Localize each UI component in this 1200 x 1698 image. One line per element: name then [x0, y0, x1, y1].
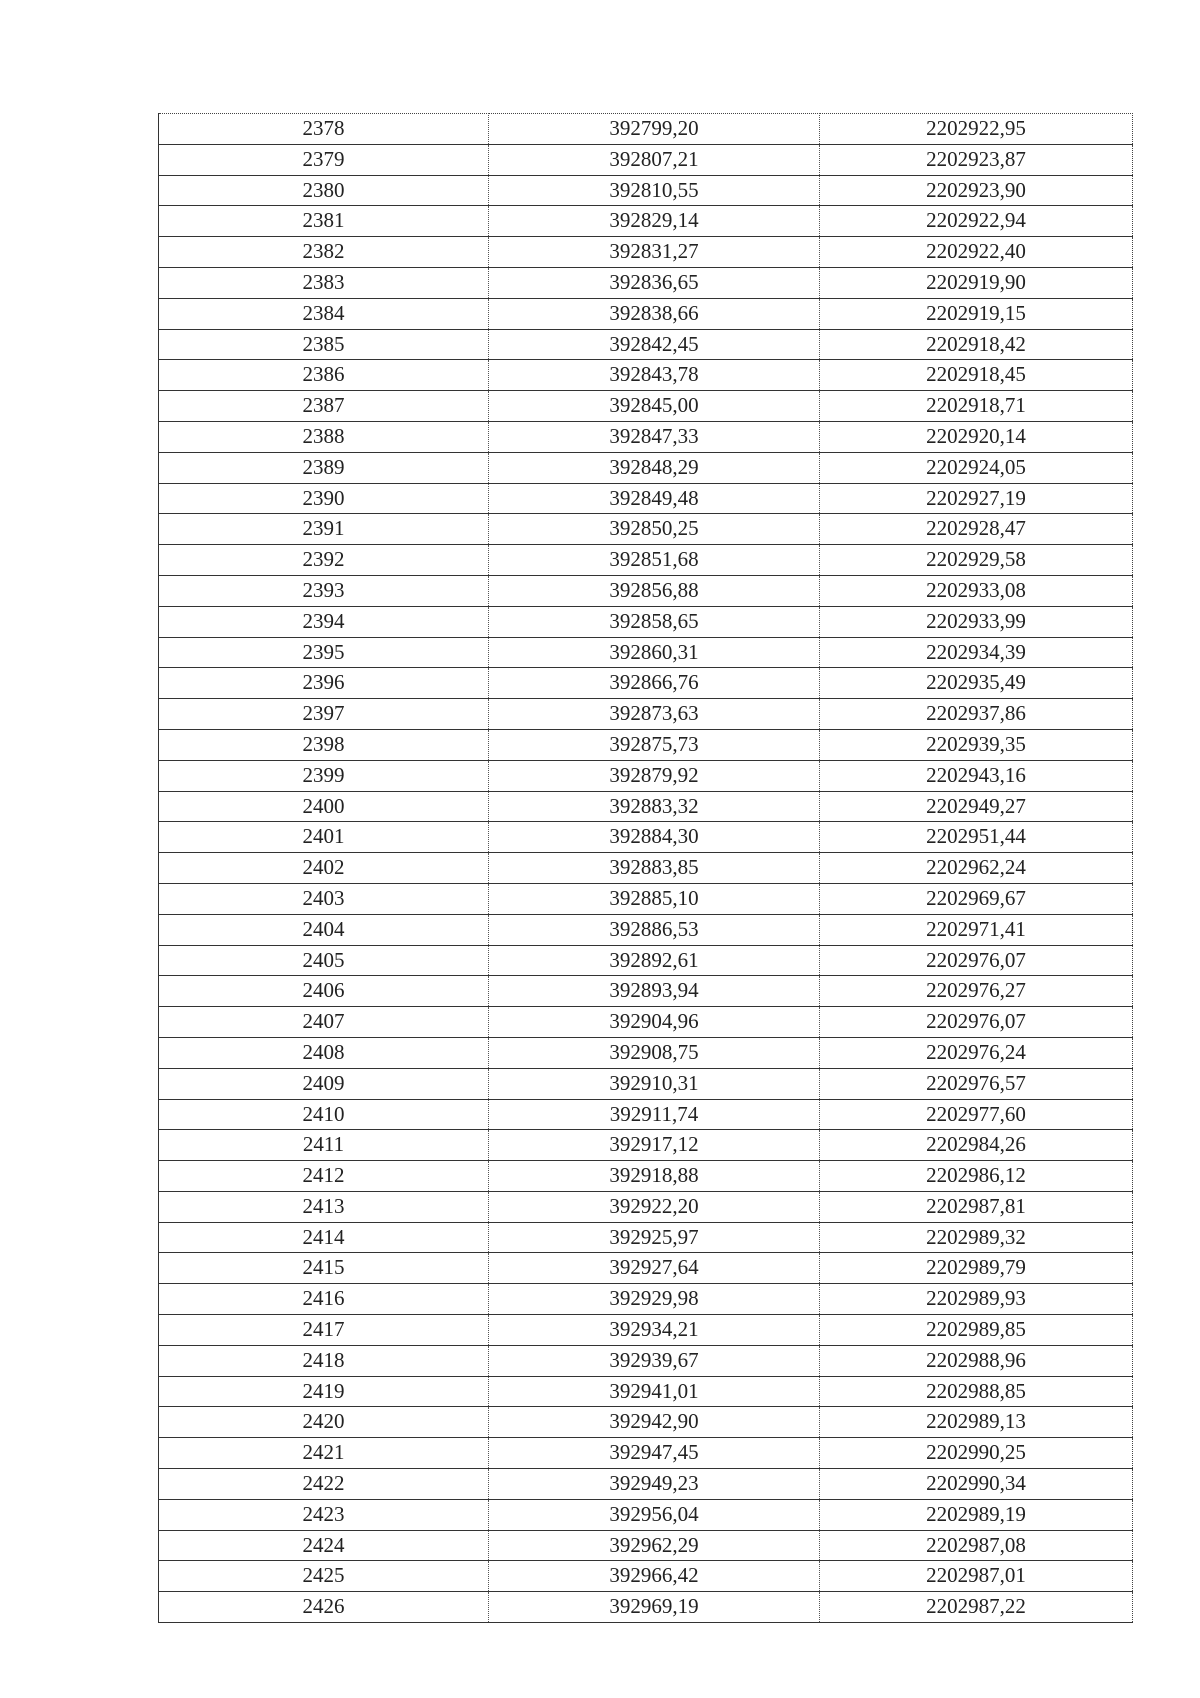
x-coordinate-cell: 392927,64	[489, 1253, 820, 1284]
table-row	[159, 575, 1133, 606]
y-coordinate-cell: 2202919,90	[820, 267, 1133, 298]
y-coordinate-cell: 2202929,58	[820, 545, 1133, 576]
y-coordinate-cell: 2202976,07	[820, 945, 1133, 976]
x-coordinate-cell: 392879,92	[489, 760, 820, 791]
point-number-cell: 2396	[159, 668, 489, 699]
table-row	[159, 760, 1133, 791]
table-row	[159, 175, 1133, 206]
point-number-cell: 2422	[159, 1469, 489, 1500]
y-coordinate-cell: 2202928,47	[820, 514, 1133, 545]
y-coordinate-cell: 2202943,16	[820, 760, 1133, 791]
y-coordinate-cell: 2202971,41	[820, 914, 1133, 945]
point-number-cell: 2423	[159, 1499, 489, 1530]
x-coordinate-cell: 392810,55	[489, 175, 820, 206]
y-coordinate-cell: 2202933,99	[820, 606, 1133, 637]
point-number-cell: 2382	[159, 237, 489, 268]
y-coordinate-cell: 2202924,05	[820, 452, 1133, 483]
y-coordinate-cell: 2202984,26	[820, 1130, 1133, 1161]
point-number-cell: 2401	[159, 822, 489, 853]
point-number-cell: 2419	[159, 1376, 489, 1407]
point-number-cell: 2378	[159, 114, 489, 145]
x-coordinate-cell: 392831,27	[489, 237, 820, 268]
y-coordinate-cell: 2202951,44	[820, 822, 1133, 853]
y-coordinate-cell: 2202919,15	[820, 298, 1133, 329]
point-number-cell: 2412	[159, 1161, 489, 1192]
point-number-cell: 2390	[159, 483, 489, 514]
x-coordinate-cell: 392848,29	[489, 452, 820, 483]
y-coordinate-cell: 2202976,57	[820, 1068, 1133, 1099]
x-coordinate-cell: 392934,21	[489, 1315, 820, 1346]
y-coordinate-cell: 2202935,49	[820, 668, 1133, 699]
table-row	[159, 421, 1133, 452]
x-coordinate-cell: 392885,10	[489, 883, 820, 914]
point-number-cell: 2410	[159, 1099, 489, 1130]
table-row	[159, 1592, 1133, 1623]
table-row	[159, 391, 1133, 422]
x-coordinate-cell: 392858,65	[489, 606, 820, 637]
table-row	[159, 237, 1133, 268]
x-coordinate-cell: 392925,97	[489, 1222, 820, 1253]
point-number-cell: 2421	[159, 1438, 489, 1469]
table-row	[159, 329, 1133, 360]
point-number-cell: 2388	[159, 421, 489, 452]
table-row	[159, 1561, 1133, 1592]
y-coordinate-cell: 2202933,08	[820, 575, 1133, 606]
table-row	[159, 1222, 1133, 1253]
point-number-cell: 2408	[159, 1037, 489, 1068]
x-coordinate-cell: 392969,19	[489, 1592, 820, 1623]
table-row	[159, 360, 1133, 391]
y-coordinate-cell: 2202922,95	[820, 114, 1133, 145]
point-number-cell: 2397	[159, 699, 489, 730]
table-row	[159, 637, 1133, 668]
y-coordinate-cell: 2202977,60	[820, 1099, 1133, 1130]
x-coordinate-cell: 392962,29	[489, 1530, 820, 1561]
y-coordinate-cell: 2202949,27	[820, 791, 1133, 822]
table-row	[159, 1191, 1133, 1222]
table-row	[159, 144, 1133, 175]
x-coordinate-cell: 392851,68	[489, 545, 820, 576]
table-row	[159, 206, 1133, 237]
point-number-cell: 2395	[159, 637, 489, 668]
table-row	[159, 114, 1133, 145]
y-coordinate-cell: 2202922,94	[820, 206, 1133, 237]
point-number-cell: 2404	[159, 914, 489, 945]
point-number-cell: 2393	[159, 575, 489, 606]
point-number-cell: 2389	[159, 452, 489, 483]
x-coordinate-cell: 392911,74	[489, 1099, 820, 1130]
y-coordinate-cell: 2202939,35	[820, 729, 1133, 760]
table-row	[159, 1345, 1133, 1376]
point-number-cell: 2400	[159, 791, 489, 822]
point-number-cell: 2411	[159, 1130, 489, 1161]
point-number-cell: 2420	[159, 1407, 489, 1438]
y-coordinate-cell: 2202934,39	[820, 637, 1133, 668]
y-coordinate-cell: 2202987,81	[820, 1191, 1133, 1222]
x-coordinate-cell: 392949,23	[489, 1469, 820, 1500]
y-coordinate-cell: 2202937,86	[820, 699, 1133, 730]
x-coordinate-cell: 392799,20	[489, 114, 820, 145]
table-row	[159, 1530, 1133, 1561]
x-coordinate-cell: 392922,20	[489, 1191, 820, 1222]
x-coordinate-cell: 392883,32	[489, 791, 820, 822]
table-row	[159, 791, 1133, 822]
table-row	[159, 822, 1133, 853]
y-coordinate-cell: 2202918,71	[820, 391, 1133, 422]
y-coordinate-cell: 2202987,22	[820, 1592, 1133, 1623]
point-number-cell: 2380	[159, 175, 489, 206]
point-number-cell: 2381	[159, 206, 489, 237]
y-coordinate-cell: 2202927,19	[820, 483, 1133, 514]
x-coordinate-cell: 392849,48	[489, 483, 820, 514]
table-row	[159, 1253, 1133, 1284]
x-coordinate-cell: 392941,01	[489, 1376, 820, 1407]
x-coordinate-cell: 392883,85	[489, 853, 820, 884]
x-coordinate-cell: 392947,45	[489, 1438, 820, 1469]
x-coordinate-cell: 392875,73	[489, 729, 820, 760]
y-coordinate-cell: 2202989,32	[820, 1222, 1133, 1253]
table-row	[159, 729, 1133, 760]
y-coordinate-cell: 2202990,34	[820, 1469, 1133, 1500]
table-row	[159, 976, 1133, 1007]
point-number-cell: 2385	[159, 329, 489, 360]
point-number-cell: 2413	[159, 1191, 489, 1222]
x-coordinate-cell: 392873,63	[489, 699, 820, 730]
point-number-cell: 2398	[159, 729, 489, 760]
x-coordinate-cell: 392893,94	[489, 976, 820, 1007]
x-coordinate-cell: 392836,65	[489, 267, 820, 298]
y-coordinate-cell: 2202920,14	[820, 421, 1133, 452]
x-coordinate-cell: 392843,78	[489, 360, 820, 391]
y-coordinate-cell: 2202987,08	[820, 1530, 1133, 1561]
table-row	[159, 1438, 1133, 1469]
point-number-cell: 2405	[159, 945, 489, 976]
x-coordinate-cell: 392860,31	[489, 637, 820, 668]
point-number-cell: 2409	[159, 1068, 489, 1099]
point-number-cell: 2417	[159, 1315, 489, 1346]
coordinates-table	[158, 113, 1133, 1623]
y-coordinate-cell: 2202988,85	[820, 1376, 1133, 1407]
y-coordinate-cell: 2202923,90	[820, 175, 1133, 206]
y-coordinate-cell: 2202918,45	[820, 360, 1133, 391]
point-number-cell: 2383	[159, 267, 489, 298]
y-coordinate-cell: 2202989,93	[820, 1284, 1133, 1315]
table-row	[159, 1130, 1133, 1161]
coordinates-table-body	[159, 114, 1133, 1623]
table-row	[159, 1499, 1133, 1530]
x-coordinate-cell: 392918,88	[489, 1161, 820, 1192]
point-number-cell: 2392	[159, 545, 489, 576]
y-coordinate-cell: 2202922,40	[820, 237, 1133, 268]
y-coordinate-cell: 2202987,01	[820, 1561, 1133, 1592]
x-coordinate-cell: 392956,04	[489, 1499, 820, 1530]
point-number-cell: 2414	[159, 1222, 489, 1253]
table-row	[159, 267, 1133, 298]
x-coordinate-cell: 392829,14	[489, 206, 820, 237]
y-coordinate-cell: 2202976,07	[820, 1007, 1133, 1038]
x-coordinate-cell: 392850,25	[489, 514, 820, 545]
table-row	[159, 883, 1133, 914]
point-number-cell: 2407	[159, 1007, 489, 1038]
table-row	[159, 1037, 1133, 1068]
point-number-cell: 2403	[159, 883, 489, 914]
y-coordinate-cell: 2202989,85	[820, 1315, 1133, 1346]
table-row	[159, 1284, 1133, 1315]
x-coordinate-cell: 392929,98	[489, 1284, 820, 1315]
table-row	[159, 853, 1133, 884]
x-coordinate-cell: 392807,21	[489, 144, 820, 175]
point-number-cell: 2379	[159, 144, 489, 175]
y-coordinate-cell: 2202989,19	[820, 1499, 1133, 1530]
point-number-cell: 2384	[159, 298, 489, 329]
point-number-cell: 2415	[159, 1253, 489, 1284]
point-number-cell: 2394	[159, 606, 489, 637]
y-coordinate-cell: 2202989,13	[820, 1407, 1133, 1438]
x-coordinate-cell: 392917,12	[489, 1130, 820, 1161]
y-coordinate-cell: 2202990,25	[820, 1438, 1133, 1469]
y-coordinate-cell: 2202918,42	[820, 329, 1133, 360]
table-row	[159, 945, 1133, 976]
x-coordinate-cell: 392847,33	[489, 421, 820, 452]
table-row	[159, 1161, 1133, 1192]
point-number-cell: 2406	[159, 976, 489, 1007]
x-coordinate-cell: 392838,66	[489, 298, 820, 329]
table-row	[159, 298, 1133, 329]
table-row	[159, 1469, 1133, 1500]
x-coordinate-cell: 392886,53	[489, 914, 820, 945]
point-number-cell: 2418	[159, 1345, 489, 1376]
point-number-cell: 2416	[159, 1284, 489, 1315]
table-row	[159, 1407, 1133, 1438]
x-coordinate-cell: 392845,00	[489, 391, 820, 422]
point-number-cell: 2425	[159, 1561, 489, 1592]
table-row	[159, 514, 1133, 545]
y-coordinate-cell: 2202989,79	[820, 1253, 1133, 1284]
x-coordinate-cell: 392856,88	[489, 575, 820, 606]
table-row	[159, 1376, 1133, 1407]
x-coordinate-cell: 392939,67	[489, 1345, 820, 1376]
x-coordinate-cell: 392892,61	[489, 945, 820, 976]
y-coordinate-cell: 2202988,96	[820, 1345, 1133, 1376]
y-coordinate-cell: 2202969,67	[820, 883, 1133, 914]
point-number-cell: 2424	[159, 1530, 489, 1561]
table-row	[159, 668, 1133, 699]
y-coordinate-cell: 2202986,12	[820, 1161, 1133, 1192]
x-coordinate-cell: 392904,96	[489, 1007, 820, 1038]
y-coordinate-cell: 2202976,24	[820, 1037, 1133, 1068]
point-number-cell: 2387	[159, 391, 489, 422]
table-row	[159, 1315, 1133, 1346]
y-coordinate-cell: 2202976,27	[820, 976, 1133, 1007]
x-coordinate-cell: 392866,76	[489, 668, 820, 699]
point-number-cell: 2402	[159, 853, 489, 884]
table-row	[159, 452, 1133, 483]
y-coordinate-cell: 2202962,24	[820, 853, 1133, 884]
table-row	[159, 1099, 1133, 1130]
table-row	[159, 545, 1133, 576]
y-coordinate-cell: 2202923,87	[820, 144, 1133, 175]
x-coordinate-cell: 392842,45	[489, 329, 820, 360]
table-row	[159, 1068, 1133, 1099]
table-row	[159, 483, 1133, 514]
table-row	[159, 914, 1133, 945]
point-number-cell: 2386	[159, 360, 489, 391]
table-row	[159, 1007, 1133, 1038]
x-coordinate-cell: 392942,90	[489, 1407, 820, 1438]
table-row	[159, 606, 1133, 637]
x-coordinate-cell: 392884,30	[489, 822, 820, 853]
point-number-cell: 2426	[159, 1592, 489, 1623]
x-coordinate-cell: 392910,31	[489, 1068, 820, 1099]
x-coordinate-cell: 392966,42	[489, 1561, 820, 1592]
x-coordinate-cell: 392908,75	[489, 1037, 820, 1068]
table-row	[159, 699, 1133, 730]
point-number-cell: 2391	[159, 514, 489, 545]
point-number-cell: 2399	[159, 760, 489, 791]
